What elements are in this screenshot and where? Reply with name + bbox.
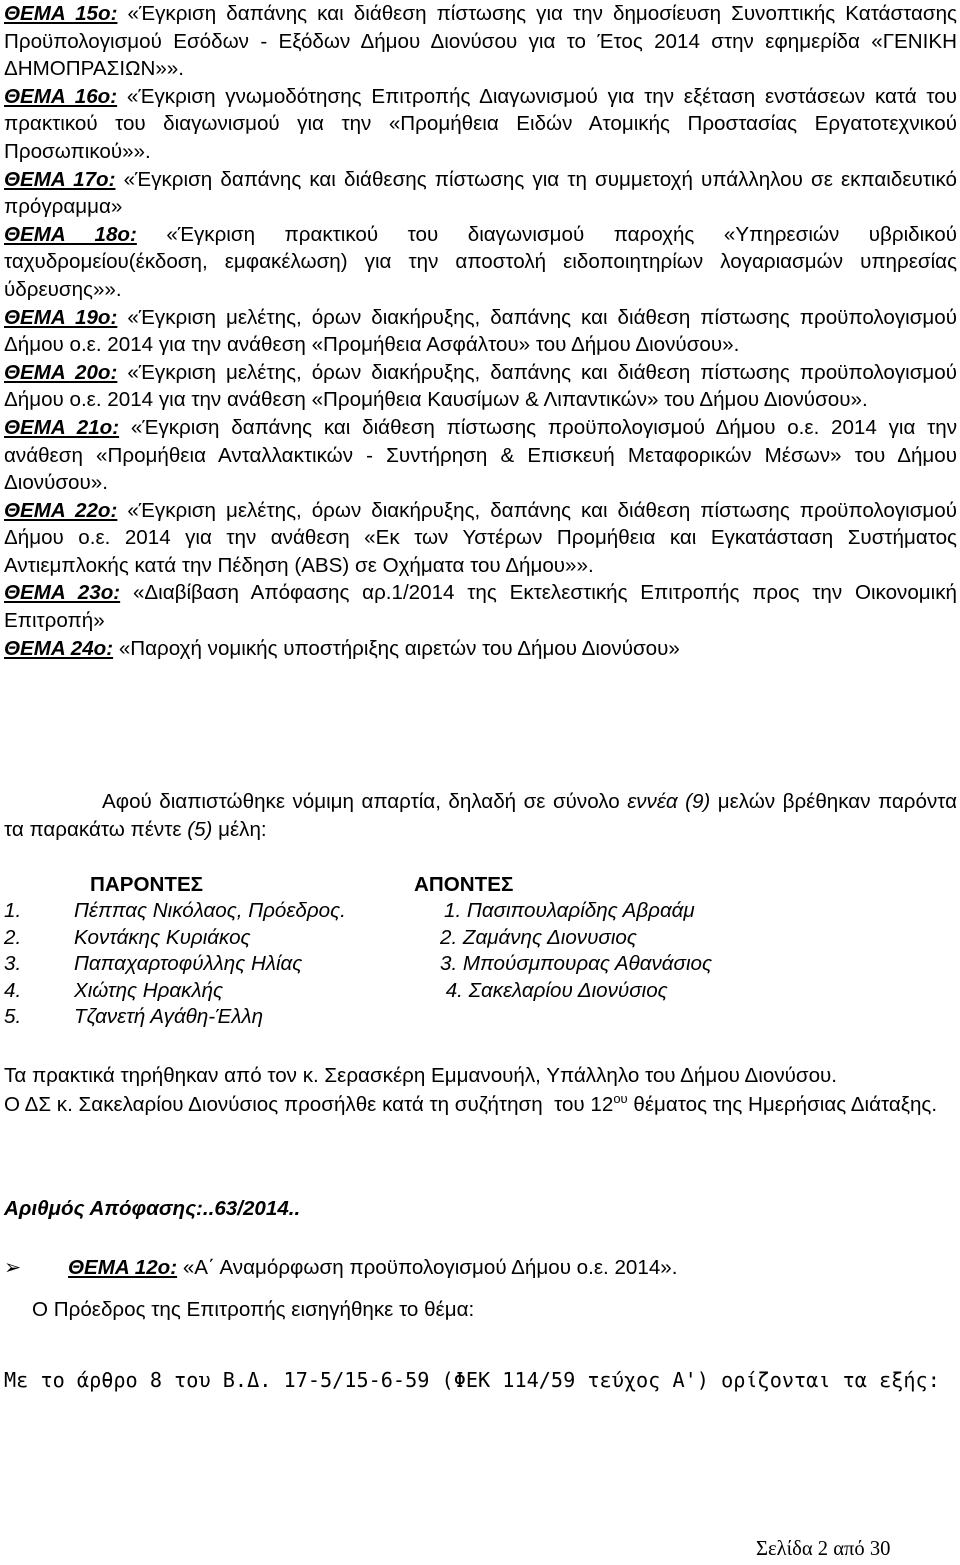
- absent-member: 1. Πασιπουλαρίδης Αβραάμ: [444, 899, 695, 922]
- agenda-topic-16: [4, 83, 957, 166]
- attendance-list: [4, 872, 957, 1031]
- present-member: Παπαχαρτοφύλλης Ηλίας: [74, 952, 303, 975]
- present-number: 4.: [4, 978, 22, 1002]
- topic-label: ΘΕΜΑ 19ο:: [4, 305, 118, 329]
- topic-label: ΘΕΜΑ 15ο:: [4, 2, 118, 25]
- late-arrival-text-2: θέματος της Ημερήσιας Διάταξης.: [627, 1092, 938, 1116]
- topic-label: ΘΕΜΑ 20ο:: [4, 360, 118, 384]
- attendance-row: [4, 978, 957, 1005]
- topic-text: «Α΄ Αναμόρφωση προϋπολογισμού Δήμου ο.ε. 2014».: [177, 1256, 678, 1279]
- law-reference: [4, 1365, 957, 1395]
- present-number: 1.: [4, 899, 22, 922]
- present-member: Χιώτης Ηρακλής: [74, 978, 224, 1002]
- absent-header: ΑΠΟΝΤΕΣ: [414, 873, 514, 896]
- quorum-text-3: μέλη:: [212, 818, 267, 841]
- topic-label: ΘΕΜΑ 22ο:: [4, 498, 118, 522]
- law-text: Με το άρθρο 8 του Β.Δ. 17-5/15-6-59 (ΦΕΚ 114/59 τεύχος Α') ορίζονται τα εξής:: [4, 1368, 940, 1392]
- quorum-text-1: Αφού διαπιστώθηκε νόμιμη απαρτία, δηλαδή σε σύνολο: [102, 790, 628, 813]
- agenda-topics: [4, 0, 957, 662]
- present-member: Πέππας Νικόλαος, Πρόεδρος.: [74, 899, 346, 922]
- attendance-row: [4, 925, 957, 952]
- topic-label: ΘΕΜΑ 16ο:: [4, 84, 118, 108]
- arrow-bullet-icon: ➢: [4, 1256, 22, 1279]
- present-member: Κοντάκης Κυριάκος: [74, 925, 251, 949]
- agenda-topic-21: [4, 414, 957, 497]
- agenda-topic-19: [4, 304, 957, 359]
- present-member: Τζανετή Αγάθη-Έλλη: [74, 1005, 264, 1028]
- agenda-topic-22: [4, 497, 957, 580]
- topic-text: «Έγκριση δαπάνης και διάθεση πίστωσης προϋπολογισμού Δήμου ο.ε. 2014 για την ανάθεση «Προμήθεια Ανταλλακτικών - Συντήρηση & Επισκευή Μεταφορικών Μέσων» του Δήμου Διονύσου».: [4, 415, 957, 495]
- late-arrival-text-1: Ο ΔΣ κ. Σακελαρίου Διονύσιος προσήλθε κατά τη συζήτηση του 12: [4, 1092, 614, 1116]
- topic-text: «Έγκριση γνωμοδότησης Επιτροπής Διαγωνισμού για την εξέταση ενστάσεων κατά του πρακτικού του διαγωνισμού για την «Προμήθεια Ειδών Ατομικής Προστασίας Εργατοτεχνικού Προσωπικού»».: [4, 84, 957, 163]
- topic-text: «Έγκριση πρακτικού του διαγωνισμού παροχής «Υπηρεσιών υβριδικού ταχυδρομείου(έκδοση, εμφακέλωση) για την αποστολή ειδοποιητηρίων λογαριασμών υπηρεσίας ύδρευσης»».: [4, 222, 957, 301]
- agenda-topic-12: [4, 1255, 957, 1280]
- topic-label: ΘΕΜΑ 23ο:: [4, 581, 121, 605]
- topic-label: ΘΕΜΑ 18ο:: [4, 222, 137, 246]
- quorum-paragraph: [4, 788, 957, 844]
- topic-text: «Έγκριση δαπάνης και διάθεση πίστωσης για την δημοσίευση Συνοπτικής Κατάστασης Προϋπολογισμού Εσόδων - Εξόδων Δήμου Διονύσου για το Έτος 2014 στην εφημερίδα «ΓΕΝΙΚΗ ΔΗΜΟΠΡΑΣΙΩΝ»».: [4, 2, 957, 81]
- attendance-row: [4, 898, 957, 925]
- attendance-row: [4, 1004, 957, 1031]
- absent-member: 4. Σακελαρίου Διονύσιος: [440, 978, 668, 1002]
- agenda-topic-17: [4, 166, 957, 221]
- absent-member: 3. Μπούσμπουρας Αθανάσιος: [440, 952, 712, 975]
- agenda-topic-18: [4, 221, 957, 304]
- attendance-row: [4, 951, 957, 978]
- topic-label: ΘΕΜΑ 17ο:: [4, 167, 116, 191]
- page-number: Σελίδα 2 από 30: [756, 1538, 891, 1560]
- topic-label: ΘΕΜΑ 24ο:: [4, 636, 114, 660]
- topic-text: «Έγκριση μελέτης, όρων διακήρυξης, δαπάνης και διάθεση πίστωσης προϋπολογισμού Δήμου ο.ε. 2014 για την ανάθεση «Προμήθεια Καυσίμων & Λιπαντικών» του Δήμου Διονύσου».: [4, 360, 957, 412]
- ordinal-suffix: ου: [613, 1090, 628, 1106]
- absent-member: 2. Ζαμάνης Διονυσιος: [440, 925, 637, 949]
- quorum-total: εννέα (9): [627, 790, 711, 813]
- topic-label: ΘΕΜΑ 21ο:: [4, 415, 120, 439]
- topic-text: «Παροχή νομικής υποστήριξης αιρετών του Δήμου Διονύσου»: [113, 636, 680, 660]
- present-number: 2.: [4, 925, 22, 949]
- topic-text: «Έγκριση μελέτης, όρων διακήρυξης, δαπάνης και διάθεση πίστωσης προϋπολογισμού Δήμου ο.ε. 2014 για την ανάθεση «Εκ των Υστέρων Προμήθεια και Εγκατάσταση Συστήματος Αντιεμπλοκής κατά την Πέδηση (ABS) σε Οχήματα του Δήμου»».: [4, 498, 957, 577]
- minutes-notes: [4, 1062, 957, 1119]
- agenda-topic-20: [4, 359, 957, 414]
- present-number: 5.: [4, 1005, 22, 1028]
- proposal-intro: Ο Πρόεδρος της Επιτροπής εισηγήθηκε το θέμα:: [32, 1298, 475, 1321]
- decision-number: Αριθμός Απόφασης:..63/2014..: [4, 1197, 301, 1220]
- quorum-present-count: (5): [187, 818, 213, 841]
- topic-text: «Διαβίβαση Απόφασης αρ.1/2014 της Εκτελεστικής Επιτροπής προς την Οικονομική Επιτροπή»: [4, 581, 957, 633]
- late-arrival-note: [4, 1091, 957, 1120]
- minutes-keeper: Τα πρακτικά τηρήθηκαν από τον κ. Σερασκέρη Εμμανουήλ, Υπάλληλο του Δήμου Διονύσου.: [4, 1064, 838, 1087]
- topic-text: «Έγκριση δαπάνης και διάθεσης πίστωσης για τη συμμετοχή υπάλληλου σε εκπαιδευτικό πρόγραμμα»: [4, 167, 957, 219]
- present-number: 3.: [4, 952, 22, 975]
- agenda-topic-24: [4, 635, 957, 663]
- agenda-topic-15: [4, 0, 957, 83]
- present-header: ΠΑΡΟΝΤΕΣ: [90, 873, 204, 896]
- agenda-topic-23: [4, 579, 957, 634]
- topic-label: ΘΕΜΑ 12ο:: [68, 1256, 178, 1279]
- topic-text: «Έγκριση μελέτης, όρων διακήρυξης, δαπάνης και διάθεση πίστωσης προϋπολογισμού Δήμου ο.ε. 2014 για την ανάθεση «Προμήθεια Ασφάλτου» του Δήμου Διονύσου».: [4, 305, 957, 357]
- quorum-text-2: μελών βρέθηκαν παρόντα τα παρακάτω πέντε: [4, 790, 957, 841]
